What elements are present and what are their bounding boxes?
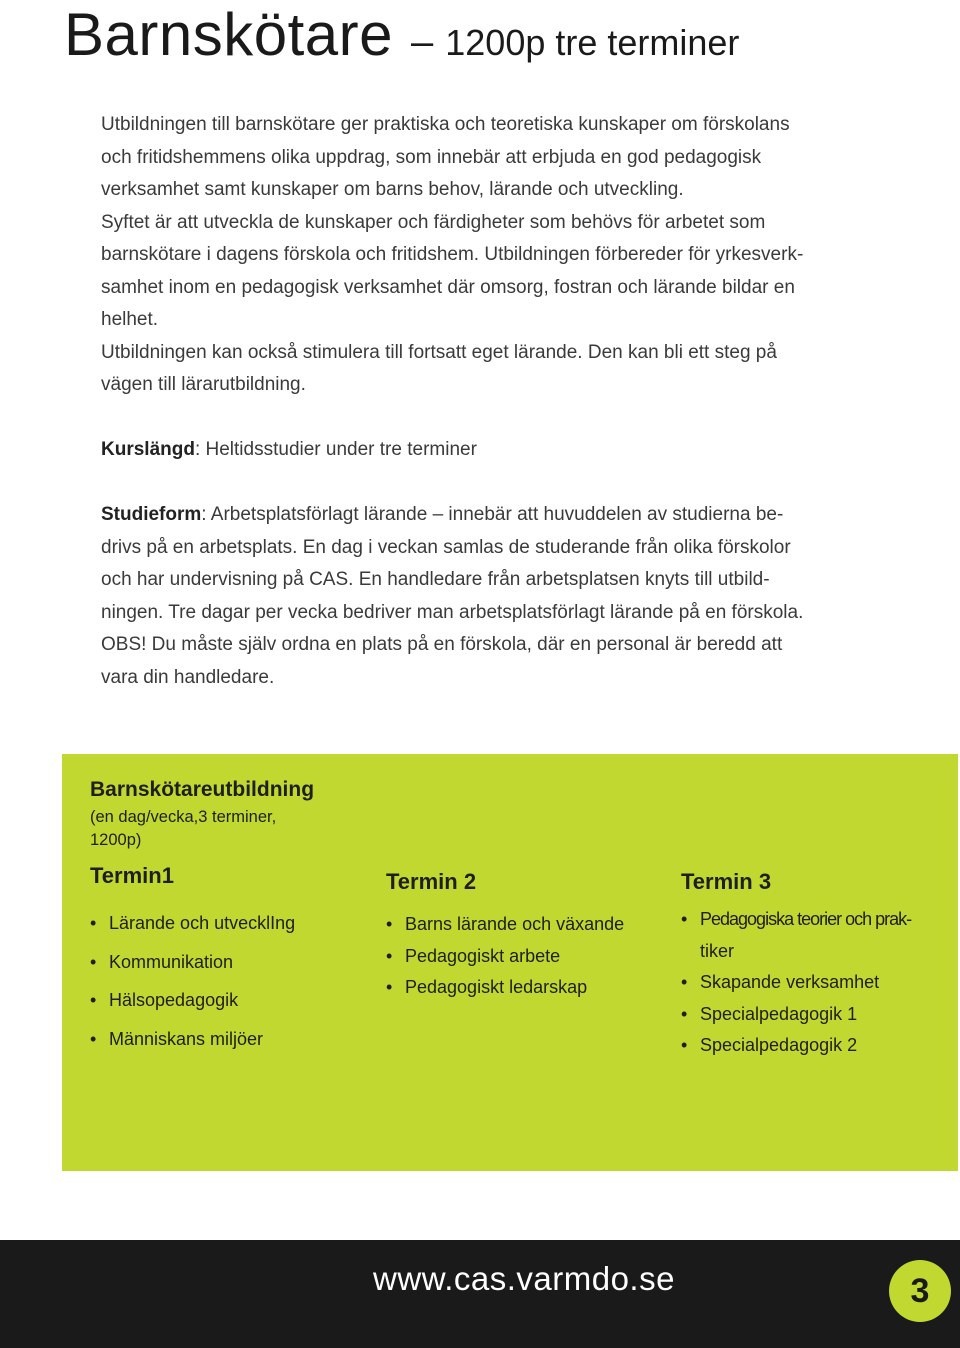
term-1-list <box>90 904 295 1058</box>
term-3-item-text: Pedagogiska teorier och prak- <box>700 909 912 929</box>
intro-line: barnskötare i dagens förskola och fritidshem. Utbildningen förbereder för yrkesverk- <box>101 244 804 265</box>
studieform-line: ningen. Tre dagar per vecka bedriver man arbetsplatsförlagt lärande på en förskola. <box>101 601 804 623</box>
intro-line: vägen till lärarutbildning. <box>101 374 306 395</box>
term-2-list <box>386 909 624 1004</box>
footer-url: www.cas.varmdo.se <box>373 1260 675 1297</box>
intro-line: Syftet är att utveckla de kunskaper och färdigheter som behövs för arbetet som <box>101 211 766 233</box>
term-3-title: Termin 3 <box>681 869 772 894</box>
term-2-item: • Barns lärande och växande <box>386 909 624 941</box>
term-1-item: • Hälsopedagogik <box>90 981 295 1020</box>
term-2-item: • Pedagogiskt arbete <box>386 941 624 973</box>
program-title: Barnskötareutbildning <box>90 778 315 801</box>
term-1-title: Termin1 <box>90 863 174 888</box>
studieform-line: drivs på en arbetsplats. En dag i veckan samlas de studerande från olika förskolor <box>101 536 791 558</box>
term-1-item: • Kommunikation <box>90 943 295 982</box>
term-1-item: • Människans miljöer <box>90 1020 295 1059</box>
term-3-item: • Skapande verksamhet <box>681 967 911 999</box>
studieform-line: OBS! Du måste själv ordna en plats på en förskola, där en personal är beredd att <box>101 634 783 655</box>
intro-line: Utbildningen till barnskötare ger praktiska och teoretiska kunskaper om förskolans <box>101 114 790 135</box>
page-title <box>64 0 739 69</box>
intro-line: Utbildningen kan också stimulera till fortsatt eget lärande. Den kan bli ett steg på <box>101 341 777 363</box>
title-subtitle: 1200p tre terminer <box>445 22 740 63</box>
intro-paragraph <box>101 109 803 402</box>
title-main: Barnskötare <box>64 1 393 68</box>
studieform-first-line: Arbetsplatsförlagt lärande – innebär att huvuddelen av studierna be- <box>210 504 784 525</box>
kurslangd-text: Heltidsstudier under tre terminer <box>205 439 477 460</box>
term-3-list <box>681 904 911 1062</box>
page-number-badge: 3 <box>889 1260 951 1322</box>
term-3-item: • Specialpedagogik 2 <box>681 1030 911 1062</box>
term-1-item: • Lärande och utvecklIng <box>90 904 295 943</box>
program-box <box>62 754 958 1171</box>
kurslangd-label: Kurslängd <box>101 439 195 460</box>
studieform-line: vara din handledare. <box>101 666 275 688</box>
term-2-title: Termin 2 <box>386 869 477 894</box>
term-3-item <box>681 904 911 967</box>
program-subtitle-line: (en dag/vecka,3 terminer, <box>90 808 277 826</box>
intro-line: och fritidshemmens olika uppdrag, som innebär att erbjuda en god pedagogisk <box>101 146 762 168</box>
intro-line: verksamhet samt kunskaper om barns behov, lärande och utveckling. <box>101 179 684 200</box>
title-dash: – <box>411 20 434 64</box>
studieform-sep: : <box>201 504 211 525</box>
studieform-section <box>101 499 803 694</box>
term-2-item: • Pedagogiskt ledarskap <box>386 972 624 1004</box>
studieform-line: och har undervisning på CAS. En handledare från arbetsplatsen knyts till utbild- <box>101 569 770 590</box>
program-subtitle <box>90 806 276 852</box>
intro-line: helhet. <box>101 309 159 330</box>
term-3-item: • Specialpedagogik 1 <box>681 999 911 1031</box>
program-subtitle-line: 1200p) <box>90 831 142 849</box>
footer <box>0 1240 960 1348</box>
kurslangd-sep: : <box>194 439 206 460</box>
studieform-label: Studieform <box>101 504 202 525</box>
term-3-item-continuation: tiker <box>700 940 735 961</box>
kurslangd-section <box>101 434 477 467</box>
intro-line: samhet inom en pedagogisk verksamhet där omsorg, fostran och lärande bildar en <box>101 276 795 298</box>
